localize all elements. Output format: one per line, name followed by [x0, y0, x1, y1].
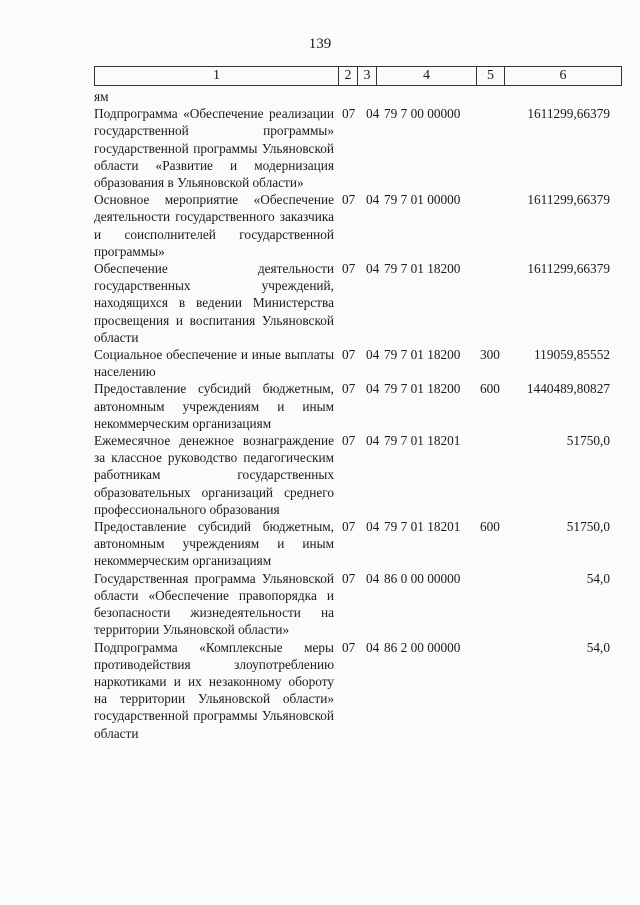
section-code: 07 [342, 433, 356, 449]
table-row [0, 380, 640, 432]
subsection-code: 04 [366, 381, 380, 397]
row-name: Предоставление субсидий бюджетным, автономным учреждениям и иным некоммерческим организациям [94, 519, 334, 569]
target-article-code: 79 7 01 18201 [384, 433, 461, 449]
amount: 1611299,66379 [527, 106, 610, 122]
column-header-1: 1 [95, 67, 339, 86]
target-article-code: 79 7 01 18200 [384, 347, 461, 363]
row-name: ям [94, 89, 109, 104]
row-name: Ежемесячное денежное вознаграждение за классное руководство педагогическим работникам государственных образовательных организаций среднего профессионального образования [94, 433, 334, 517]
subsection-code: 04 [366, 519, 380, 535]
table-row [0, 518, 640, 570]
amount: 1611299,66379 [527, 192, 610, 208]
row-name: Государственная программа Ульяновской области «Обеспечение правопорядка и безопасности жизнедеятельности на территории Ульяновской области» [94, 570, 334, 638]
amount: 54,0 [586, 639, 610, 655]
section-code: 07 [342, 261, 356, 277]
target-article-code: 86 0 00 00000 [384, 570, 461, 586]
subsection-code: 04 [366, 261, 380, 277]
column-header-5: 5 [477, 67, 505, 86]
expense-type-code: 600 [480, 381, 500, 397]
subsection-code: 04 [366, 433, 380, 449]
section-code: 07 [342, 519, 356, 535]
section-code: 07 [342, 106, 356, 122]
target-article-code: 79 7 00 00000 [384, 106, 461, 122]
column-header-6: 6 [505, 67, 622, 86]
row-name: Основное мероприятие «Обеспечение деятельности государственного заказчика и соисполнителей государственной программы» [94, 192, 334, 259]
table-row [0, 88, 640, 105]
subsection-code: 04 [366, 347, 380, 363]
row-name: Обеспечение деятельности государственных учреждений, находящихся в ведении Министерства просвещения и воспитания Ульяновской области [94, 261, 334, 345]
amount: 1611299,66379 [527, 261, 610, 277]
table-row [0, 105, 640, 191]
page-number: 139 [308, 36, 332, 52]
amount: 1440489,80827 [526, 381, 610, 397]
amount: 51750,0 [566, 433, 610, 449]
column-header-3: 3 [358, 67, 377, 86]
target-article-code: 79 7 01 18201 [384, 519, 461, 535]
row-name: Социальное обеспечение и иные выплаты населению [94, 347, 334, 380]
section-code: 07 [342, 639, 356, 655]
target-article-code: 86 2 00 00000 [384, 639, 461, 655]
subsection-code: 04 [366, 570, 380, 586]
section-code: 07 [342, 570, 356, 586]
row-name: Подпрограмма «Комплексные меры противодействия злоупотреблению наркотиками и их незаконному обороту на территории Ульяновской области» государственной программы Ульяновской области [94, 639, 334, 741]
section-code: 07 [342, 192, 356, 208]
column-header-2: 2 [339, 67, 358, 86]
expense-type-code: 600 [480, 519, 500, 535]
table-row [0, 432, 640, 518]
table-row [0, 191, 640, 260]
column-header-4: 4 [377, 67, 477, 86]
amount: 54,0 [586, 570, 610, 586]
subsection-code: 04 [366, 192, 380, 208]
table-row [0, 570, 640, 639]
column-header-row [94, 66, 622, 86]
target-article-code: 79 7 01 18200 [384, 381, 461, 397]
target-article-code: 79 7 01 00000 [384, 192, 461, 208]
budget-table-body [0, 88, 640, 742]
row-name: Подпрограмма «Обеспечение реализации государственной программы» государственной программы Ульяновской области «Развитие и модернизация образования в Ульяновской области» [94, 106, 334, 191]
expense-type-code: 300 [480, 347, 500, 363]
subsection-code: 04 [366, 639, 380, 655]
amount: 51750,0 [566, 519, 610, 535]
amount: 119059,85552 [534, 347, 610, 363]
target-article-code: 79 7 01 18200 [384, 261, 461, 277]
table-row [0, 639, 640, 742]
row-name: Предоставление субсидий бюджетным, автономным учреждениям и иным некоммерческим организациям [94, 381, 334, 431]
table-row [0, 346, 640, 380]
subsection-code: 04 [366, 106, 380, 122]
section-code: 07 [342, 347, 356, 363]
table-row [0, 260, 640, 346]
section-code: 07 [342, 381, 356, 397]
